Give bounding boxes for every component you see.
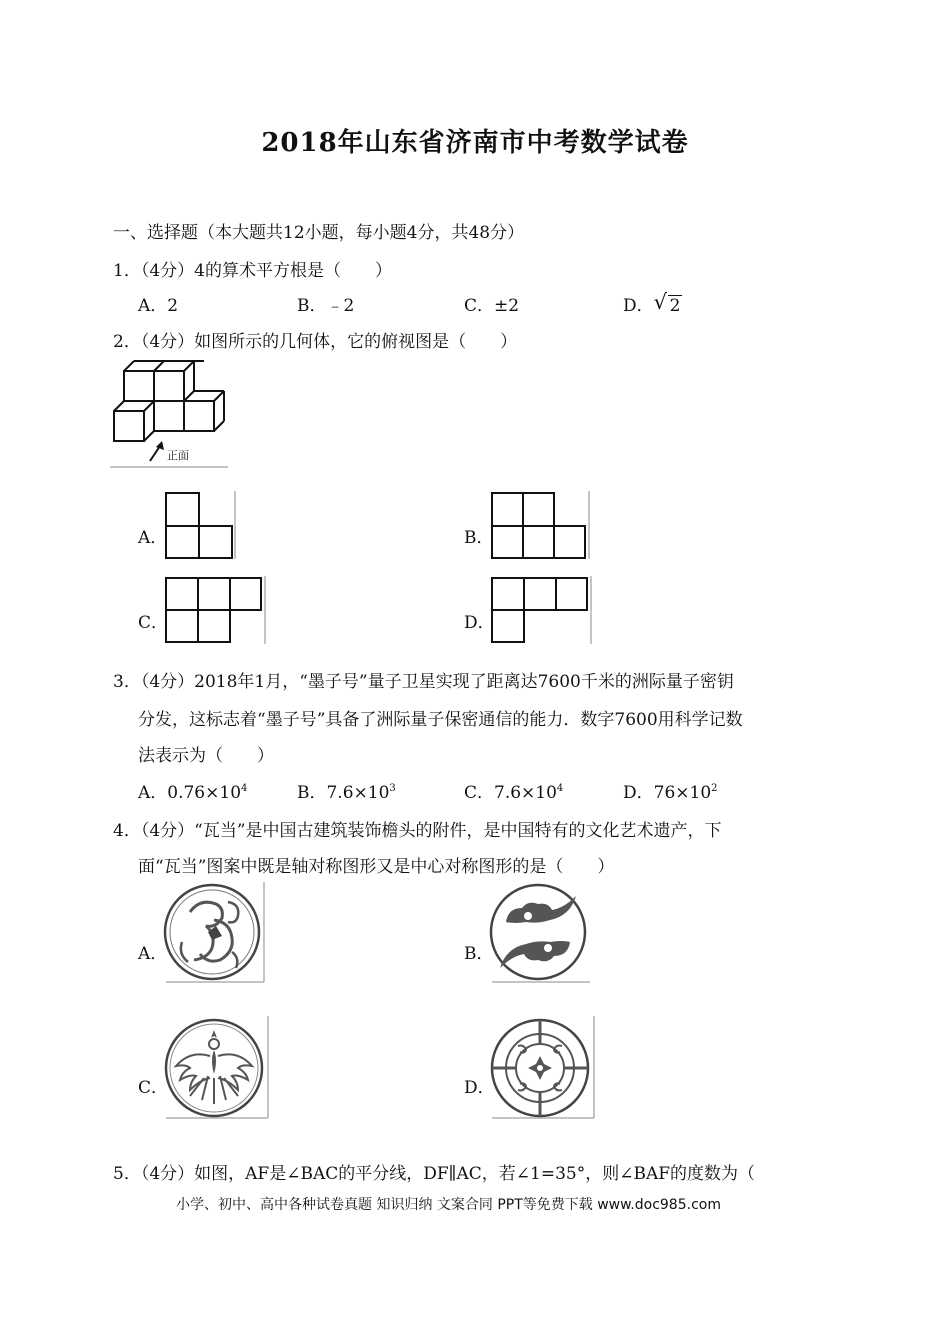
q4-option-b-tile-image: [488, 882, 594, 984]
question-3-line-1: 3．（4分）2018年1月，“墨子号”量子卫星实现了距离达7600千米的洲际量子密钥: [113, 672, 734, 692]
q1-option-d-label: D．: [623, 296, 654, 316]
q3-option-d: [623, 778, 718, 803]
q2-option-b-label: B．: [464, 528, 494, 548]
q1-option-a: A．2: [138, 296, 179, 316]
footer-text: 小学、初中、高中各种试卷真题 知识归纳 文案合同 PPT等免费下载 www.doc985.com: [176, 1197, 721, 1213]
q3-option-d-text: D．76×10: [623, 783, 712, 803]
section-heading: 一、选择题（本大题共12小题，每小题4分，共48分）: [113, 223, 525, 243]
q2-option-c-label: C．: [138, 613, 169, 633]
sqrt-radicand: 2: [669, 296, 681, 316]
q1-option-b: B．﹣2: [297, 296, 355, 316]
q4-option-a-tile-image: [162, 882, 268, 984]
q2-option-b-figure: [491, 491, 593, 561]
front-view-label: 正面: [167, 449, 189, 462]
q4-option-c-label: C．: [138, 1078, 169, 1098]
q4-option-b-label: B．: [464, 944, 494, 964]
q2-option-a-label: A．: [138, 528, 168, 548]
q1-option-d: [623, 291, 682, 316]
q2-option-d-figure: [491, 576, 595, 646]
q3-option-c-exp: 4: [556, 783, 564, 794]
q3-option-a-exp: 4: [241, 783, 248, 794]
question-1-stem: 1．（4分）4的算术平方根是（ ）: [113, 261, 392, 281]
q4-option-c-tile-image: [162, 1016, 270, 1120]
question-3-line-3: 法表示为（ ）: [138, 746, 274, 766]
q3-option-c: [464, 778, 563, 803]
page-title: 2018年山东省济南市中考数学试卷: [261, 128, 689, 158]
sqrt-symbol: √ 2: [653, 290, 681, 316]
question-4-line-1: 4．（4分）“瓦当”是中国古建筑装饰檐头的附件，是中国特有的文化艺术遗产，下: [113, 821, 722, 841]
q3-option-a: [138, 778, 247, 803]
q3-option-a-text: A．0.76×10: [138, 783, 242, 803]
q2-option-d-label: D．: [464, 613, 495, 633]
q4-option-d-tile-image: [488, 1016, 596, 1120]
q3-option-b: [297, 778, 396, 803]
q2-option-a-figure: [165, 491, 237, 561]
q4-option-d-label: D．: [464, 1078, 495, 1098]
question-5-line-1: 5．（4分）如图，AF是∠BAC的平分线，DF∥AC，若∠1=35°，则∠BAF的度数为（: [113, 1164, 756, 1184]
question-2-stem: 2．（4分）如图所示的几何体，它的俯视图是（ ）: [113, 332, 518, 352]
q3-option-d-exp: 2: [711, 783, 718, 794]
q3-option-b-exp: 3: [389, 783, 396, 794]
question-4-line-2: 面“瓦当”图案中既是轴对称图形又是中心对称图形的是（ ）: [138, 857, 615, 877]
q1-option-c: C．±2: [464, 296, 520, 316]
q4-option-a-label: A．: [138, 944, 168, 964]
q3-option-b-text: B．7.6×10: [297, 783, 390, 803]
q3-option-c-text: C．7.6×10: [464, 783, 557, 803]
question-3-line-2: 分发，这标志着“墨子号”具备了洲际量子保密通信的能力．数字7600用科学记数: [138, 710, 743, 730]
q2-option-c-figure: [165, 576, 267, 646]
